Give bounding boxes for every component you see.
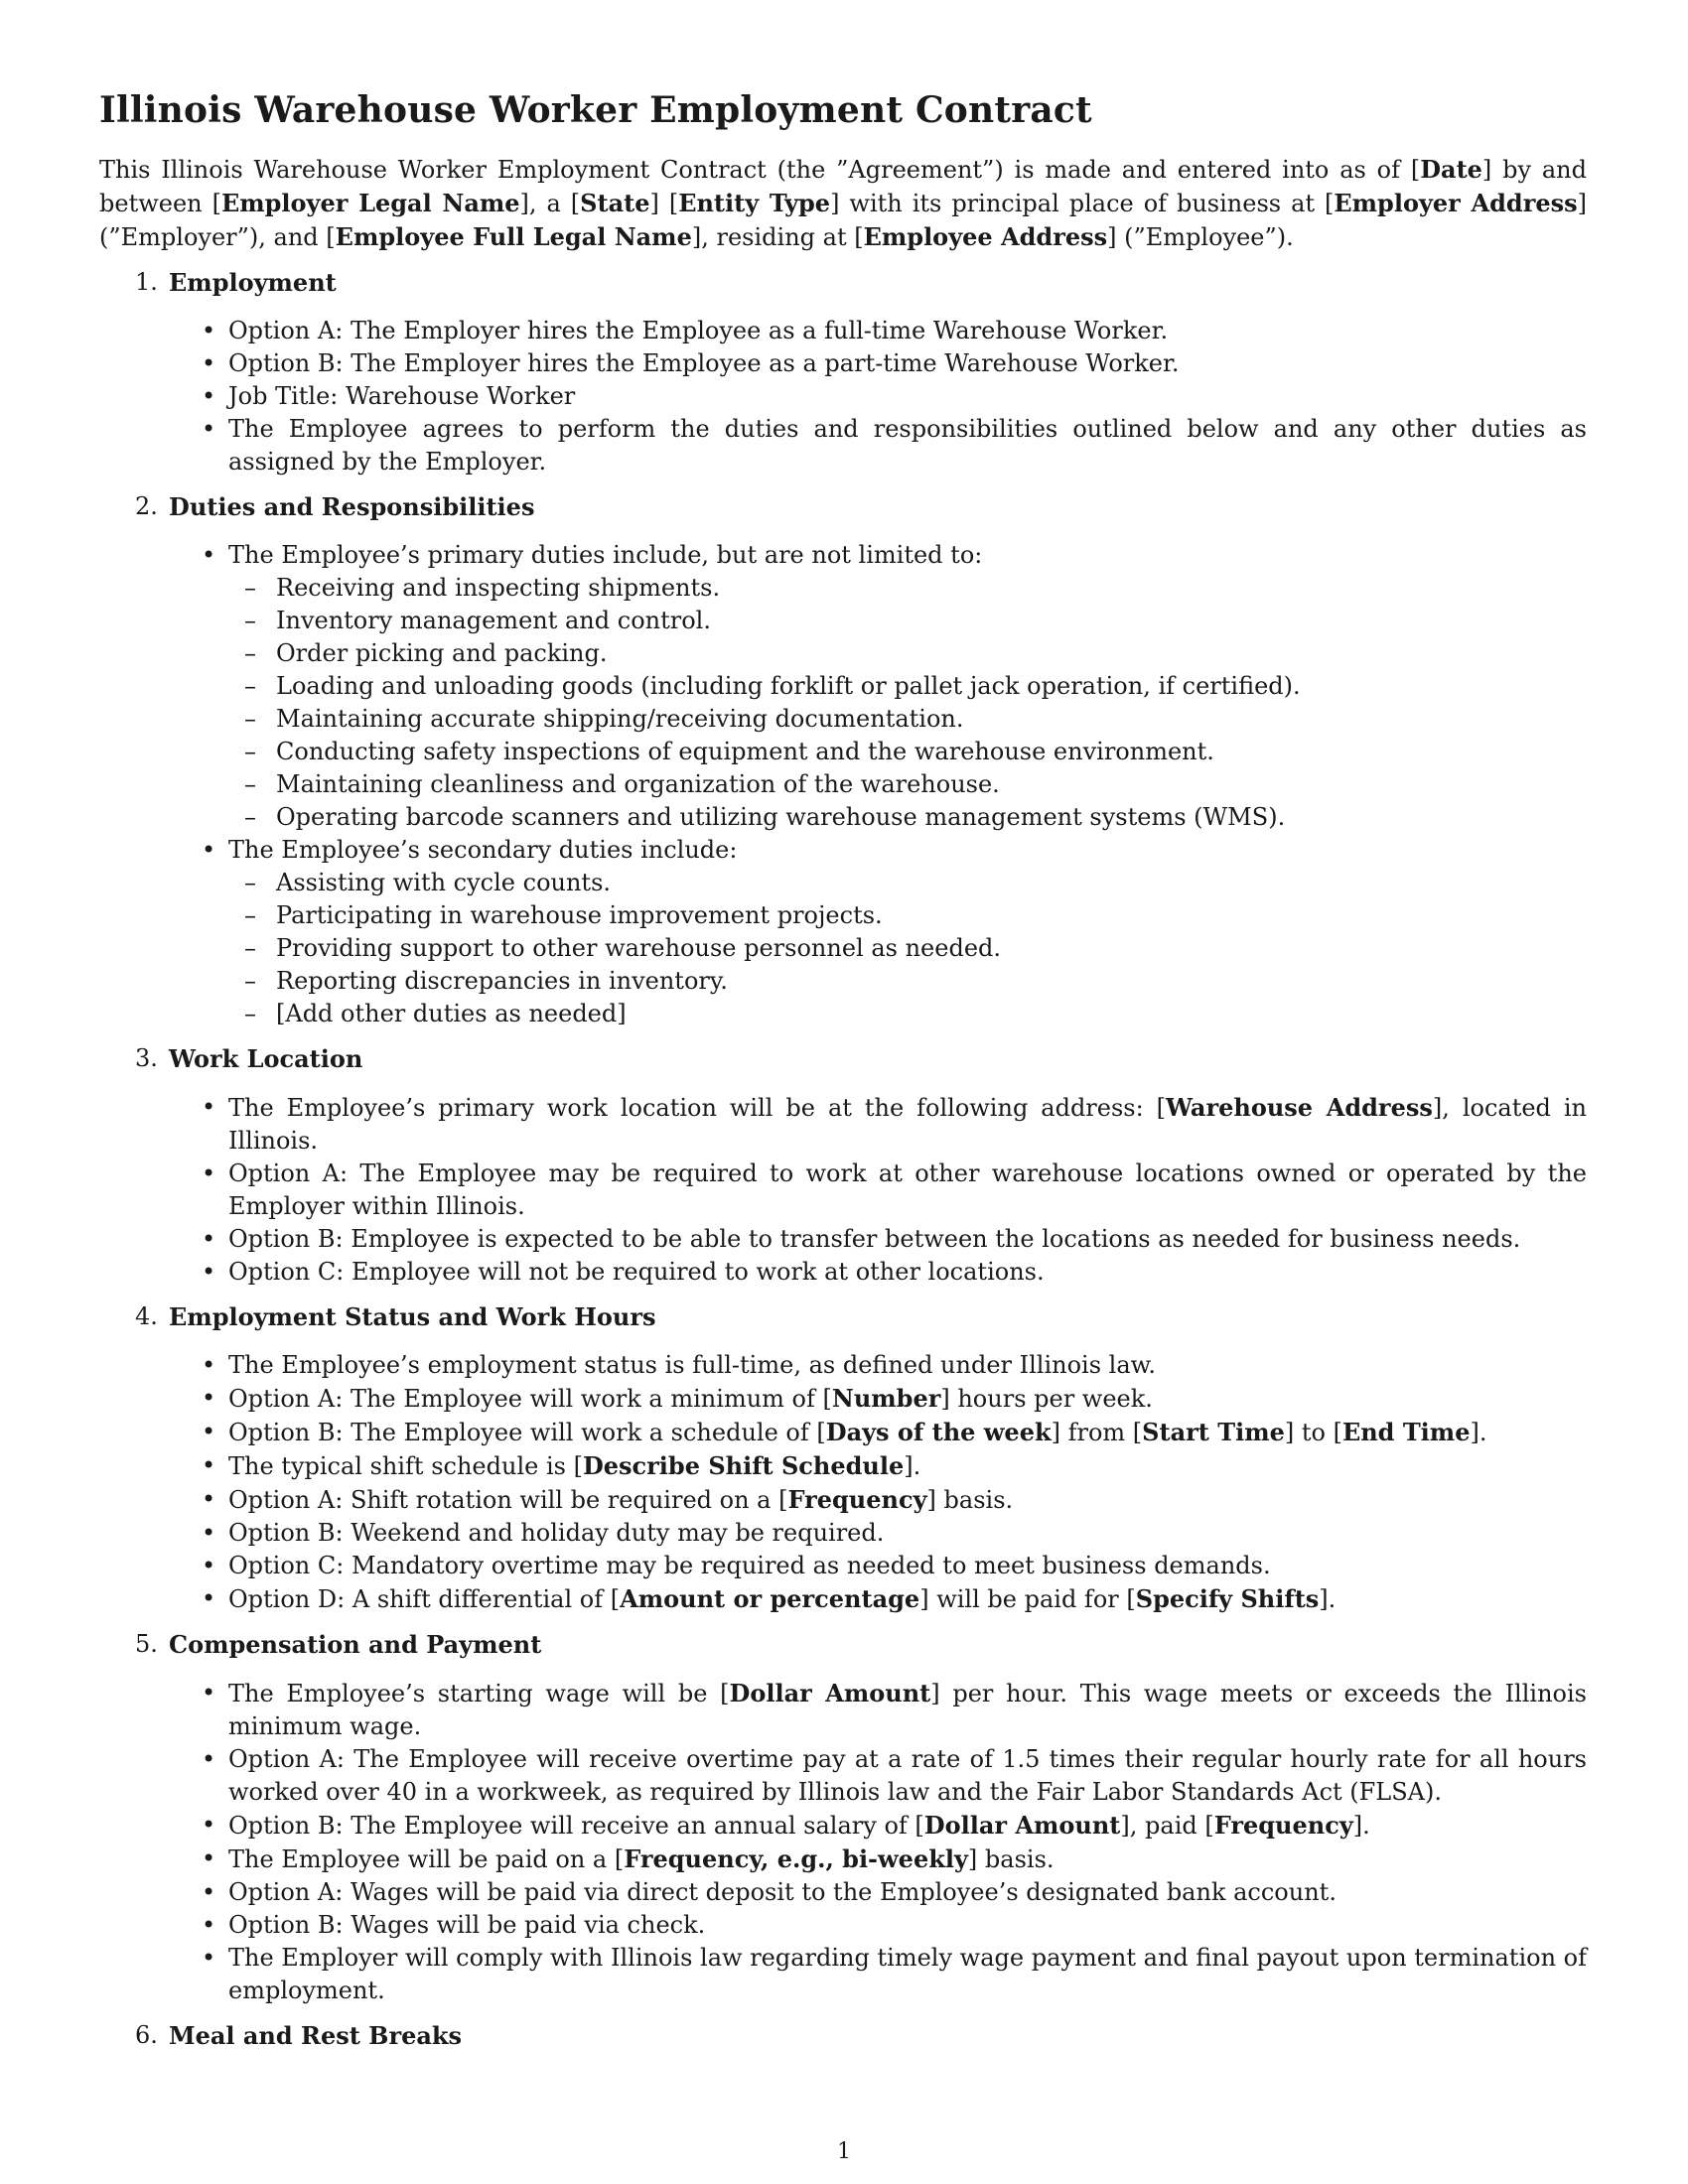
sub-list-item: [226, 605, 1587, 637]
bullet-icon: •: [202, 836, 216, 864]
sub-list-item: [226, 998, 1587, 1030]
text-run: ] basis.: [967, 1845, 1055, 1873]
dash-icon: –: [244, 967, 256, 995]
text-run: Option B: The Employer hires the Employee as a part-time Warehouse Worker.: [228, 349, 1180, 377]
bullet-icon: •: [202, 1160, 216, 1187]
section-heading: [99, 1300, 1587, 1333]
bullet-icon: •: [202, 1451, 216, 1479]
list-item: [99, 1483, 1587, 1517]
placeholder-field: Amount or percentage: [620, 1584, 920, 1613]
sub-item-text: Operating barcode scanners and utilizing warehouse management systems (WMS).: [276, 803, 1286, 831]
sub-item-text: Receiving and inspecting shipments.: [276, 574, 721, 602]
sub-list-item: [226, 965, 1587, 998]
text-run: Job Title: Warehouse Worker: [228, 382, 576, 410]
sub-list: [228, 572, 1587, 834]
sub-item-text: Inventory management and control.: [276, 607, 711, 634]
sub-list-item: [226, 899, 1587, 932]
placeholder-field: Specify Shifts: [1135, 1584, 1320, 1613]
bullet-icon: •: [202, 1552, 216, 1579]
section-title: Compensation and Payment: [169, 1630, 542, 1659]
dash-icon: –: [244, 705, 256, 733]
dash-icon: –: [244, 738, 256, 765]
text-run: The Employee’s secondary duties include:: [228, 836, 738, 864]
section-number: 4.: [135, 1302, 158, 1330]
text-run: Option A: The Employee may be required to work at other warehouse locations owned or operated by the Employer within Illinois.: [228, 1160, 1587, 1220]
bullet-icon: •: [202, 1584, 216, 1612]
placeholder-field: Date: [1420, 155, 1482, 184]
text-run: ].: [1319, 1585, 1336, 1613]
section-heading: [99, 490, 1587, 523]
bullet-list: [99, 1349, 1587, 1616]
bullet-icon: •: [202, 1844, 216, 1872]
bullet-icon: •: [202, 1745, 216, 1773]
sub-list-item: [226, 768, 1587, 801]
list-item: [99, 834, 1587, 1030]
dash-icon: –: [244, 1000, 256, 1027]
bullet-icon: •: [202, 1258, 216, 1286]
section-heading: [99, 1628, 1587, 1661]
sub-item-text: Maintaining cleanliness and organization of the warehouse.: [276, 770, 1000, 798]
document-title: Illinois Warehouse Worker Employment Contract: [99, 89, 1092, 131]
section-number: 6.: [135, 2021, 158, 2049]
text-run: ], residing at [: [691, 223, 864, 251]
bullet-list: [99, 1677, 1587, 2007]
sub-list-item: [226, 637, 1587, 670]
text-run: The Employer will comply with Illinois law regarding timely wage payment and final payout upon termination of employment.: [228, 1944, 1587, 2004]
dash-icon: –: [244, 672, 256, 700]
section-number: 1.: [135, 268, 158, 296]
section: [99, 266, 1587, 478]
list-item: [99, 1349, 1587, 1382]
sub-list-item: [226, 736, 1587, 768]
list-item: [99, 347, 1587, 380]
sub-list: [228, 867, 1587, 1030]
placeholder-field: Describe Shift Schedule: [582, 1451, 905, 1480]
sub-list-item: [226, 932, 1587, 965]
text-run: Option B: The Employee will work a schedule of [: [228, 1419, 826, 1446]
section: [99, 490, 1587, 1030]
list-item: [99, 1909, 1587, 1942]
section: [99, 1300, 1587, 1616]
section-title: Employment: [169, 268, 337, 297]
dash-icon: –: [244, 574, 256, 602]
list-item: [99, 1677, 1587, 1743]
sub-item-text: Reporting discrepancies in inventory.: [276, 967, 728, 995]
dash-icon: –: [244, 639, 256, 667]
dash-icon: –: [244, 607, 256, 634]
section-number: 5.: [135, 1630, 158, 1658]
text-run: Option D: A shift differential of [: [228, 1585, 621, 1613]
sub-list-item: [226, 867, 1587, 899]
text-run: ], a [: [519, 190, 581, 217]
bullet-list: [99, 1091, 1587, 1289]
bullet-icon: •: [202, 1485, 216, 1513]
placeholder-field: Warehouse Address: [1166, 1093, 1433, 1122]
text-run: ] to [: [1284, 1419, 1342, 1446]
section-heading: [99, 266, 1587, 299]
bullet-icon: •: [202, 1093, 216, 1121]
placeholder-field: Frequency: [1213, 1811, 1353, 1840]
list-item: [99, 1582, 1587, 1616]
text-run: [: [1410, 156, 1421, 184]
list-item: [99, 1416, 1587, 1449]
placeholder-field: Employer Address: [1334, 189, 1578, 217]
bullet-icon: •: [202, 1811, 216, 1839]
sub-list-item: [226, 670, 1587, 703]
document-page: [99, 89, 1587, 2068]
list-item: [99, 1223, 1587, 1256]
text-run: The Employee’s starting wage will be [: [228, 1680, 730, 1707]
section-heading: [99, 1042, 1587, 1075]
text-run: ], paid [: [1120, 1812, 1214, 1840]
placeholder-field: Employee Full Legal Name: [335, 222, 692, 251]
bullet-list: [99, 315, 1587, 478]
placeholder-field: State: [580, 189, 650, 217]
text-run: This Illinois Warehouse Worker Employment Contract (the ”Agreement”) is made and entered into as of: [99, 156, 1411, 184]
text-run: ].: [1352, 1812, 1370, 1840]
list-item: [99, 1843, 1587, 1876]
bullet-list: [99, 539, 1587, 1030]
list-item: [99, 1550, 1587, 1582]
bullet-icon: •: [202, 382, 216, 410]
text-run: ] basis.: [926, 1486, 1014, 1514]
bullet-icon: •: [202, 349, 216, 377]
text-run: ].: [904, 1452, 921, 1480]
sub-item-text: [Add other duties as needed]: [276, 1000, 627, 1027]
text-run: The Employee’s primary duties include, but are not limited to:: [228, 541, 983, 569]
section-title: Employment Status and Work Hours: [169, 1302, 656, 1331]
placeholder-field: Frequency, e.g., bi-weekly: [624, 1844, 968, 1873]
text-run: Option C: Employee will not be required to work at other locations.: [228, 1258, 1045, 1286]
text-run: The Employee’s employment status is full-time, as defined under Illinois law.: [228, 1351, 1156, 1379]
dash-icon: –: [244, 934, 256, 962]
sub-list-item: [226, 572, 1587, 605]
text-run: Option A: Shift rotation will be required on a [: [228, 1486, 788, 1514]
bullet-icon: •: [202, 1351, 216, 1379]
text-run: Option A: The Employer hires the Employee as a full-time Warehouse Worker.: [228, 317, 1169, 344]
placeholder-field: End Time: [1341, 1418, 1471, 1446]
text-run: Option A: The Employee will work a minimum of [: [228, 1385, 832, 1413]
bullet-icon: •: [202, 1944, 216, 1972]
bullet-icon: •: [202, 317, 216, 344]
section-title: Meal and Rest Breaks: [169, 2021, 463, 2050]
section-number: 2.: [135, 492, 158, 520]
text-run: Option A: The Employee will receive overtime pay at a rate of 1.5 times their regular hourly rate for all hours worked over 40 in a workweek, as required by Illinois law and the Fair Labor Standards Act (FLSA).: [228, 1745, 1587, 1806]
list-item: [99, 1876, 1587, 1909]
text-run: ] by and between [: [99, 156, 1587, 217]
placeholder-field: Dollar Amount: [923, 1811, 1121, 1840]
sub-item-text: Participating in warehouse improvement projects.: [276, 901, 883, 929]
bullet-icon: •: [202, 1384, 216, 1412]
text-run: Option C: Mandatory overtime may be required as needed to meet business demands.: [228, 1552, 1271, 1579]
text-run: The Employee will be paid on a [: [228, 1845, 625, 1873]
text-run: Option B: The Employee will receive an annual salary of [: [228, 1812, 924, 1840]
text-run: Option B: Weekend and holiday duty may be required.: [228, 1519, 885, 1547]
placeholder-field: Start Time: [1142, 1418, 1285, 1446]
sub-item-text: Conducting safety inspections of equipment and the warehouse environment.: [276, 738, 1214, 765]
bullet-icon: •: [202, 1418, 216, 1445]
bullet-icon: •: [202, 1679, 216, 1706]
sub-item-text: Order picking and packing.: [276, 639, 608, 667]
list-item: [99, 539, 1587, 834]
list-item: [99, 1743, 1587, 1809]
section: [99, 1042, 1587, 1289]
text-run: Option B: Wages will be paid via check.: [228, 1911, 706, 1939]
sub-list-item: [226, 703, 1587, 736]
dash-icon: –: [244, 770, 256, 798]
text-run: ] hours per week.: [940, 1385, 1153, 1413]
dash-icon: –: [244, 803, 256, 831]
sub-item-text: Maintaining accurate shipping/receiving documentation.: [276, 705, 964, 733]
placeholder-field: Employer Legal Name: [220, 189, 520, 217]
placeholder-field: Dollar Amount: [729, 1679, 931, 1707]
text-run: ] (”Employee”).: [1107, 223, 1294, 251]
section: [99, 1628, 1587, 2007]
list-item: [99, 1942, 1587, 2007]
sub-list-item: [226, 801, 1587, 834]
dash-icon: –: [244, 869, 256, 896]
text-run: ] with its principal place of business at [: [830, 190, 1335, 217]
text-run: Option A: Wages will be paid via direct deposit to the Employee’s designated bank account.: [228, 1878, 1336, 1906]
bullet-icon: •: [202, 1519, 216, 1547]
sub-item-text: Providing support to other warehouse personnel as needed.: [276, 934, 1002, 962]
section-title: Duties and Responsibilities: [169, 492, 535, 521]
section-number: 3.: [135, 1044, 158, 1072]
placeholder-field: Entity Type: [678, 189, 831, 217]
text-run: Option B: Employee is expected to be able to transfer between the locations as needed for business needs.: [228, 1225, 1521, 1253]
bullet-icon: •: [202, 1225, 216, 1253]
list-item: [99, 1256, 1587, 1289]
placeholder-field: Employee Address: [863, 222, 1108, 251]
text-run: ], located in Illinois.: [228, 1094, 1588, 1155]
placeholder-field: Frequency: [787, 1485, 927, 1514]
text-run: The Employee agrees to perform the duties and responsibilities outlined below and any other duties as assigned by the Employer.: [228, 415, 1587, 476]
list-item: [99, 315, 1587, 347]
text-run: ] per hour. This wage meets or exceeds the Illinois minimum wage.: [228, 1680, 1587, 1740]
list-item: [99, 1449, 1587, 1483]
text-run: ].: [1470, 1419, 1487, 1446]
section-title: Work Location: [169, 1044, 363, 1073]
text-run: ] from [: [1051, 1419, 1143, 1446]
bullet-icon: •: [202, 541, 216, 569]
list-item: [99, 1091, 1587, 1158]
bullet-icon: •: [202, 1911, 216, 1939]
placeholder-field: Days of the week: [825, 1418, 1052, 1446]
list-item: [99, 1809, 1587, 1843]
list-item: [99, 413, 1587, 478]
sub-item-text: Loading and unloading goods (including forklift or pallet jack operation, if certified).: [276, 672, 1301, 700]
text-run: The typical shift schedule is [: [228, 1452, 583, 1480]
list-item: [99, 1382, 1587, 1416]
text-run: ] [: [649, 190, 679, 217]
page-number: 1: [837, 2139, 851, 2164]
text-run: ] (”Employer”), and [: [99, 190, 1588, 251]
sub-item-text: Assisting with cycle counts.: [276, 869, 612, 896]
intro-paragraph: [99, 153, 1587, 254]
bullet-icon: •: [202, 1878, 216, 1906]
section-heading: [99, 2019, 1587, 2052]
text-run: ] will be paid for [: [919, 1585, 1136, 1613]
text-run: The Employee’s primary work location will be at the following address: [: [228, 1094, 1167, 1122]
list-item: [99, 1158, 1587, 1223]
placeholder-field: Number: [831, 1384, 941, 1413]
sections-list: [99, 266, 1587, 2052]
bullet-icon: •: [202, 415, 216, 443]
list-item: [99, 380, 1587, 413]
list-item: [99, 1517, 1587, 1550]
dash-icon: –: [244, 901, 256, 929]
section: [99, 2019, 1587, 2052]
